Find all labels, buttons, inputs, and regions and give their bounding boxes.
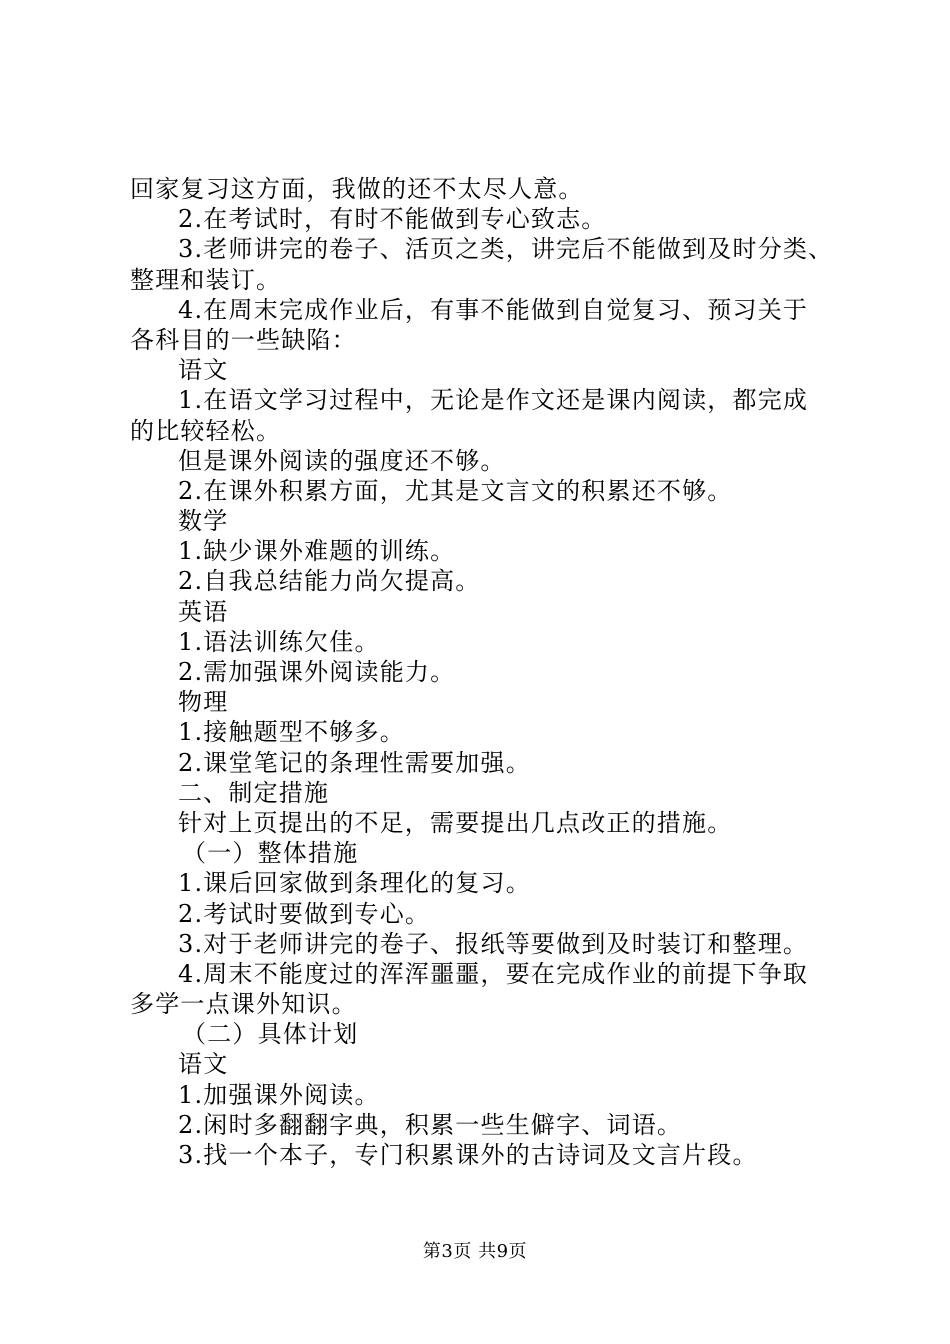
text-line: 1.缺少课外难题的训练。 (178, 537, 456, 566)
text-line: 1.课后回家做到条理化的复习。 (178, 869, 531, 898)
text-line: 2.闲时多翻翻字典，积累一些生僻字、词语。 (178, 1110, 683, 1139)
text-line: 针对上页提出的不足，需要提出几点改正的措施。 (178, 808, 733, 837)
section-heading: 二、制定措施 (178, 778, 330, 807)
text-line: 1.语法训练欠佳。 (178, 627, 380, 656)
text-line: 4.在周末完成作业后，有事不能做到自觉复习、预习关于 (178, 295, 809, 324)
text-line: 3.对于老师讲完的卷子、报纸等要做到及时装订和整理。 (178, 929, 809, 958)
section-heading: （一）整体措施 (182, 839, 359, 868)
text-line: 2.课堂笔记的条理性需要加强。 (178, 748, 531, 777)
text-line: 3.找一个本子，专门积累课外的古诗词及文言片段。 (178, 1141, 758, 1169)
text-line: 但是课外阅读的强度还不够。 (178, 446, 506, 475)
section-heading: 物理 (178, 688, 229, 717)
text-line: 多学一点课外知识。 (130, 990, 357, 1019)
section-heading: （二）具体计划 (182, 1020, 359, 1049)
text-line: 各科目的一些缺陷： (130, 325, 357, 354)
section-heading: 语文 (178, 356, 229, 385)
page-footer: 第3页 共9页 (422, 1241, 528, 1262)
text-line: 整理和装订。 (130, 265, 282, 294)
text-line: 回家复习这方面，我做的还不太尽人意。 (130, 175, 584, 203)
section-heading: 英语 (178, 597, 229, 626)
text-line: 3.老师讲完的卷子、活页之类，讲完后不能做到及时分类、 (178, 235, 834, 264)
section-heading: 数学 (178, 507, 229, 536)
text-line: 2.在课外积累方面，尤其是文言文的积累还不够。 (178, 476, 733, 505)
text-line: 1.加强课外阅读。 (178, 1080, 380, 1109)
text-line: 2.在考试时，有时不能做到专心致志。 (178, 205, 607, 234)
text-line: 2.需加强课外阅读能力。 (178, 658, 456, 686)
text-line: 1.在语文学习过程中，无论是作文还是课内阅读，都完成 (178, 386, 809, 415)
text-line: 2.自我总结能力尚欠提高。 (178, 567, 481, 596)
document-body (130, 174, 850, 1170)
text-line: 1.接触题型不够多。 (178, 718, 405, 747)
text-line: 的比较轻松。 (130, 416, 282, 445)
section-heading: 语文 (178, 1050, 229, 1079)
text-line: 2.考试时要做到专心。 (178, 899, 431, 928)
text-line: 4.周末不能度过的浑浑噩噩，要在完成作业的前提下争取 (178, 959, 809, 988)
